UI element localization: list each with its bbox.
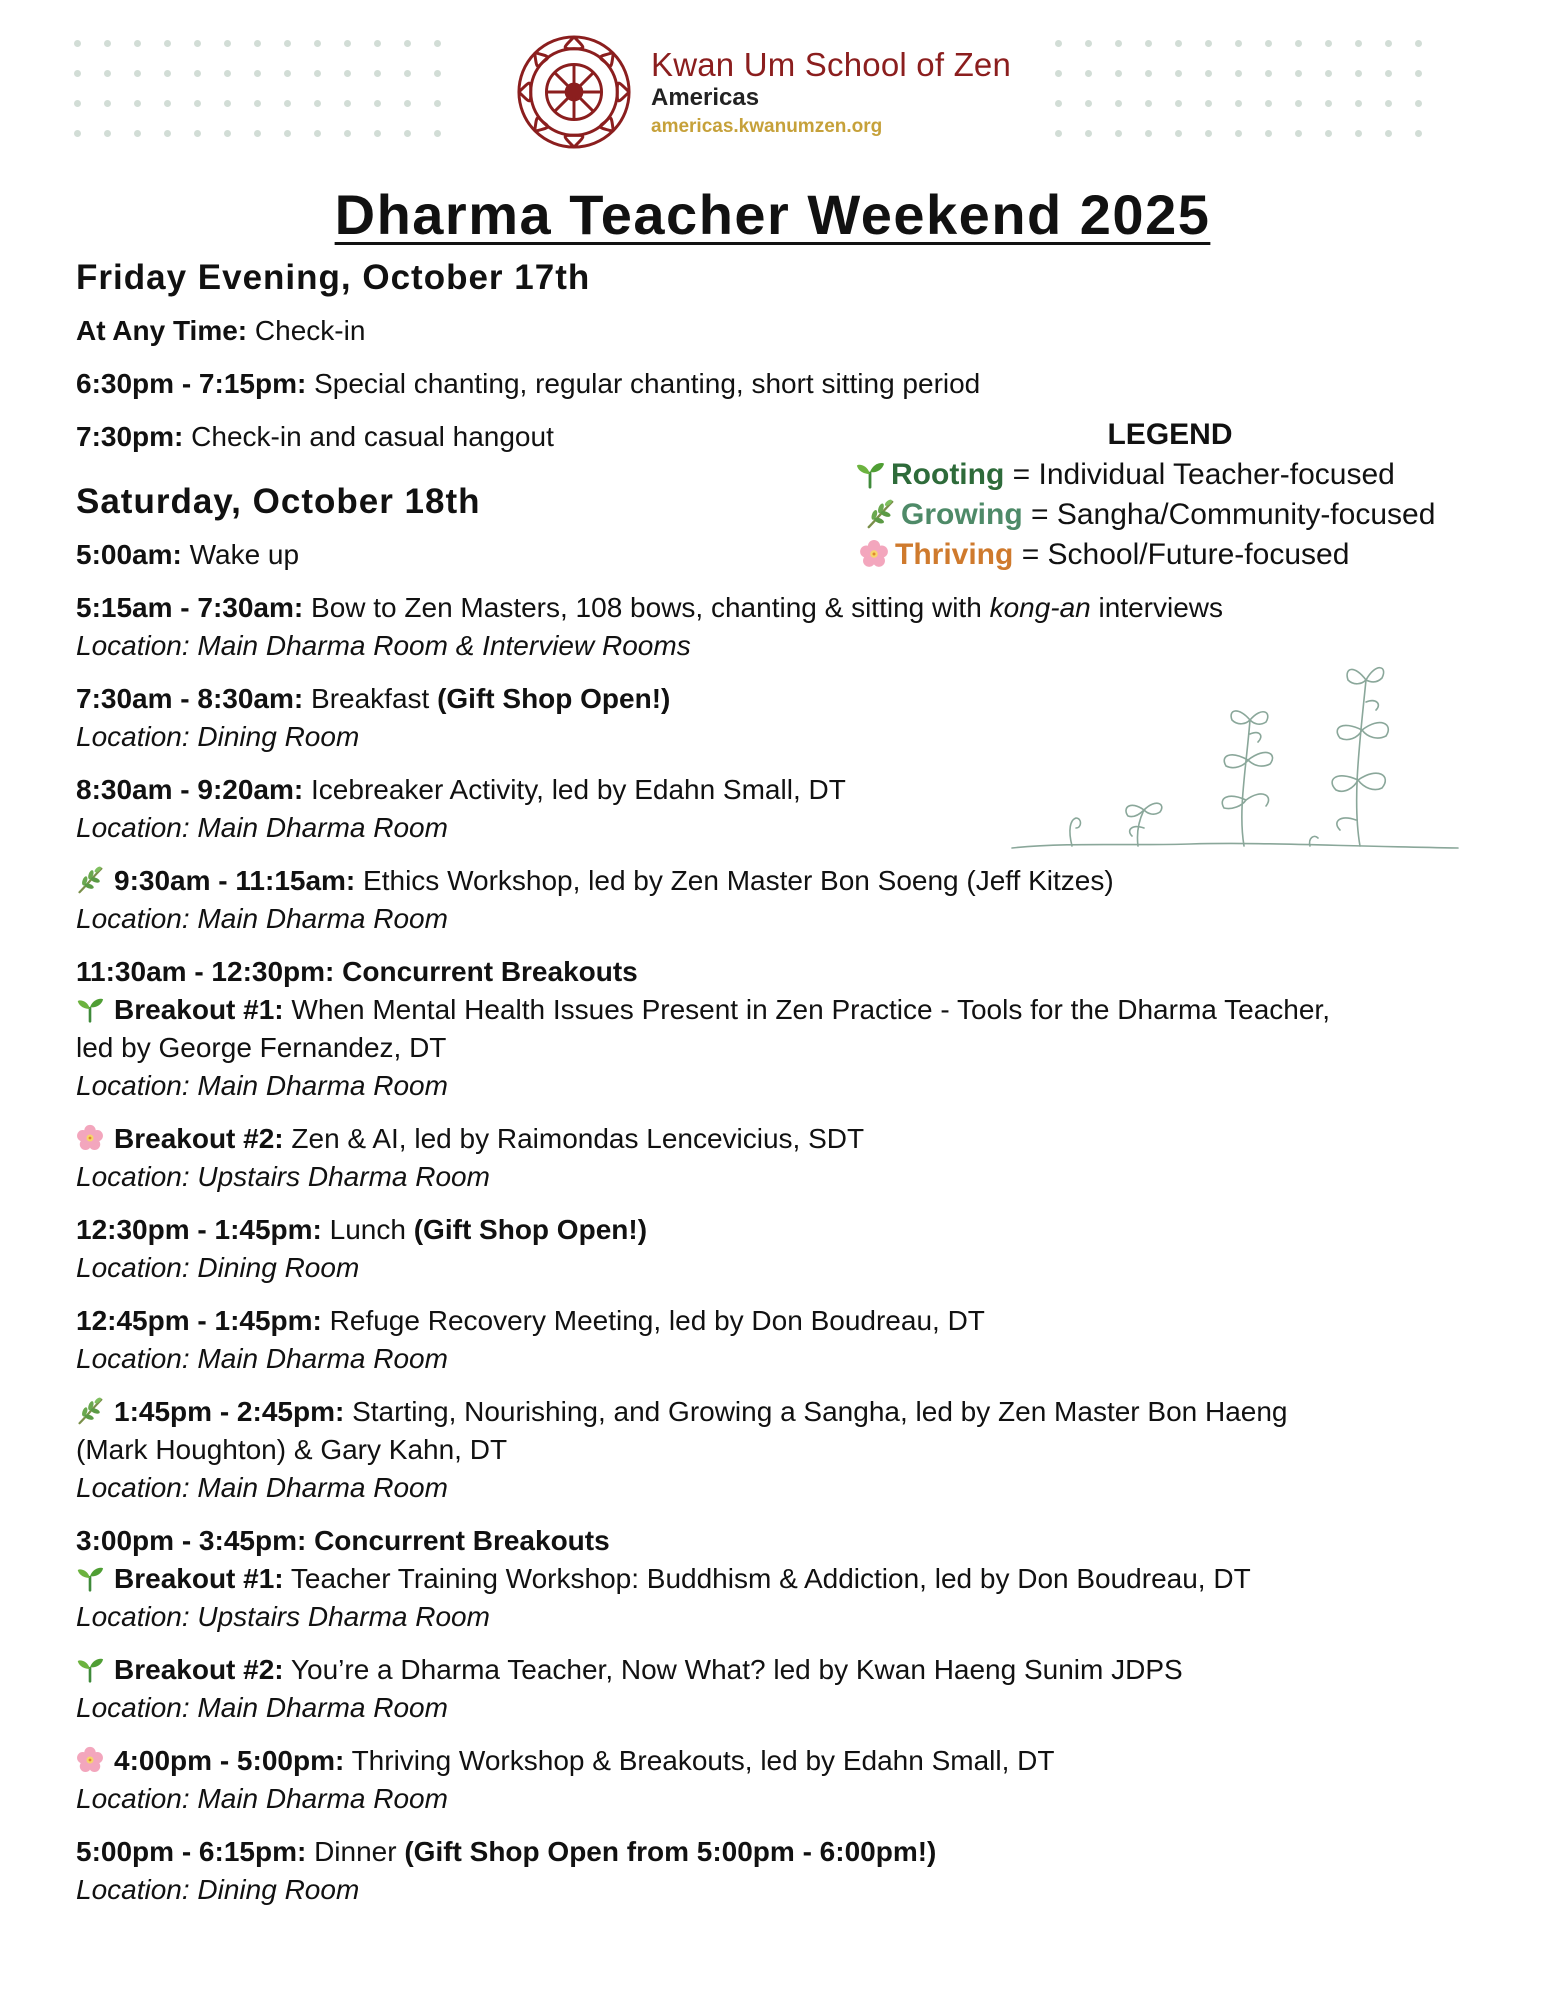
- decorative-dot: [104, 70, 111, 77]
- item-location: Location: Main Dharma Room: [76, 1472, 448, 1503]
- schedule-item-icebreaker: [76, 771, 1456, 847]
- sprout-icon: [76, 1564, 104, 1592]
- item-location: Location: Upstairs Dharma Room: [76, 1601, 490, 1632]
- item-time: 1:45pm - 2:45pm:: [114, 1396, 345, 1427]
- decorative-dot: [434, 70, 441, 77]
- decorative-dot: [404, 130, 411, 137]
- decorative-dot: [434, 100, 441, 107]
- page-title: Dharma Teacher Weekend 2025: [334, 183, 1211, 246]
- decorative-dot: [1175, 70, 1182, 77]
- decorative-dot: [434, 40, 441, 47]
- decorative-dot: [164, 40, 171, 47]
- schedule-item-lunch: [76, 1211, 1456, 1287]
- decorative-dot: [1205, 40, 1212, 47]
- decorative-dot: [314, 70, 321, 77]
- item-location: Location: Dining Room: [76, 1874, 360, 1905]
- decorative-dot: [194, 70, 201, 77]
- schedule: [76, 258, 1456, 1924]
- schedule-item-breakout-ai: [76, 1120, 1456, 1196]
- schedule-item-breakouts-1: [76, 953, 1456, 1105]
- item-text: interviews: [1090, 592, 1224, 623]
- decorative-dot: [1175, 40, 1182, 47]
- gift-shop-note: (Gift Shop Open from 5:00pm - 6:00pm!): [404, 1836, 937, 1867]
- decorative-dot: [74, 70, 81, 77]
- breakout-label: Breakout #2:: [114, 1654, 284, 1685]
- schedule-item-refuge: [76, 1302, 1456, 1378]
- legend-rooting-label: Rooting: [891, 458, 1005, 491]
- decorative-dot-pattern-right: [1055, 40, 1445, 150]
- decorative-dot: [1385, 40, 1392, 47]
- decorative-dot: [1115, 70, 1122, 77]
- decorative-dot: [134, 40, 141, 47]
- breakouts-heading: 11:30am - 12:30pm: Concurrent Breakouts: [76, 956, 638, 987]
- item-text: Ethics Workshop, led by Zen Master Bon Soeng (Jeff Kitzes): [355, 865, 1114, 896]
- schedule-item-breakfast: [76, 680, 1456, 756]
- decorative-dot: [1415, 130, 1422, 137]
- decorative-dot: [1385, 130, 1392, 137]
- item-text: Breakfast: [303, 683, 438, 714]
- decorative-dot: [224, 70, 231, 77]
- sprout-icon: [76, 1655, 104, 1683]
- decorative-dot: [254, 70, 261, 77]
- decorative-dot: [1265, 130, 1272, 137]
- decorative-dot: [1175, 130, 1182, 137]
- decorative-dot: [1205, 100, 1212, 107]
- decorative-dot: [314, 100, 321, 107]
- item-time: 8:30am - 9:20am:: [76, 774, 304, 805]
- item-time: 6:30pm - 7:15pm:: [76, 368, 307, 399]
- item-text: Bow to Zen Masters, 108 bows, chanting & sitting with: [303, 592, 990, 623]
- item-time: 4:00pm - 5:00pm:: [114, 1745, 345, 1776]
- legend-growing-desc: = Sangha/Community-focused: [1031, 498, 1436, 531]
- item-text: Special chanting, regular chanting, short sitting period: [306, 368, 981, 399]
- item-location: Location: Upstairs Dharma Room: [76, 1161, 490, 1192]
- decorative-dot: [254, 40, 261, 47]
- decorative-dot: [224, 40, 231, 47]
- item-time: 12:45pm - 1:45pm:: [76, 1305, 322, 1336]
- item-time: At Any Time:: [76, 315, 248, 346]
- decorative-dot: [224, 100, 231, 107]
- item-text: Teacher Training Workshop: Buddhism & Addiction, led by Don Boudreau, DT: [283, 1563, 1251, 1594]
- decorative-dot: [1235, 100, 1242, 107]
- decorative-dot: [1145, 70, 1152, 77]
- decorative-dot: [284, 40, 291, 47]
- decorative-dot: [224, 130, 231, 137]
- breakout-label: Breakout #1:: [114, 1563, 284, 1594]
- decorative-dot: [1355, 130, 1362, 137]
- decorative-dot: [1295, 40, 1302, 47]
- decorative-dot: [254, 100, 261, 107]
- item-text: (Mark Houghton) & Gary Kahn, DT: [76, 1434, 508, 1465]
- decorative-dot: [314, 130, 321, 137]
- breakouts-heading: 3:00pm - 3:45pm: Concurrent Breakouts: [76, 1525, 610, 1556]
- item-time: 5:00am:: [76, 539, 182, 570]
- item-location: Location: Main Dharma Room: [76, 1070, 448, 1101]
- decorative-dot: [314, 40, 321, 47]
- decorative-dot: [74, 130, 81, 137]
- item-location: Location: Dining Room: [76, 721, 360, 752]
- decorative-dot: [1325, 130, 1332, 137]
- org-url[interactable]: americas.kwanumzen.org: [651, 115, 883, 137]
- legend-rooting-desc: = Individual Teacher-focused: [1012, 458, 1395, 491]
- schedule-item-dinner: [76, 1833, 1456, 1909]
- item-time: 7:30am - 8:30am:: [76, 683, 304, 714]
- item-text: Starting, Nourishing, and Growing a Sangha, led by Zen Master Bon Haeng: [344, 1396, 1288, 1427]
- decorative-dot: [1235, 40, 1242, 47]
- decorative-dot: [1175, 100, 1182, 107]
- schedule-item-breakout-now-what: [76, 1651, 1456, 1727]
- decorative-dot: [1295, 130, 1302, 137]
- decorative-dot: [344, 40, 351, 47]
- item-time: 5:15am - 7:30am:: [76, 592, 304, 623]
- item-location: Location: Dining Room: [76, 1252, 360, 1283]
- schedule-item: [76, 312, 1456, 350]
- legend-growing-label: Growing: [901, 498, 1023, 531]
- day-heading-saturday: Saturday, October 18th: [76, 482, 481, 521]
- decorative-dot: [74, 40, 81, 47]
- decorative-dot: [1115, 130, 1122, 137]
- header: [515, 32, 1011, 152]
- item-location: Location: Main Dharma Room & Interview Rooms: [76, 630, 691, 661]
- schedule-item: [76, 365, 1456, 403]
- item-text: Icebreaker Activity, led by Edahn Small, DT: [303, 774, 846, 805]
- decorative-dot: [1055, 70, 1062, 77]
- item-text: Check-in and casual hangout: [183, 421, 554, 452]
- schedule-item-ethics: [76, 862, 1456, 938]
- decorative-dot: [284, 130, 291, 137]
- decorative-dot: [374, 40, 381, 47]
- schedule-item: [76, 418, 1456, 456]
- decorative-dot: [404, 70, 411, 77]
- decorative-dot: [404, 40, 411, 47]
- legend-thriving-desc: = School/Future-focused: [1021, 538, 1350, 571]
- decorative-dot: [1295, 70, 1302, 77]
- decorative-dot: [1085, 40, 1092, 47]
- decorative-dot: [434, 130, 441, 137]
- schedule-item-breakouts-2: [76, 1522, 1456, 1636]
- item-text: Wake up: [181, 539, 300, 570]
- decorative-dot: [1265, 40, 1272, 47]
- blossom-icon: [76, 1746, 104, 1774]
- decorative-dot: [344, 70, 351, 77]
- item-text: Lunch: [321, 1214, 414, 1245]
- decorative-dot: [164, 130, 171, 137]
- legend-title: LEGEND: [1107, 418, 1233, 451]
- decorative-dot: [164, 70, 171, 77]
- decorative-dot: [1115, 100, 1122, 107]
- decorative-dot: [344, 130, 351, 137]
- decorative-dot: [194, 100, 201, 107]
- decorative-dot: [1385, 70, 1392, 77]
- kwan-um-logo-icon: [515, 33, 633, 151]
- schedule-item-sangha: [76, 1393, 1456, 1507]
- decorative-dot-pattern-left: [74, 40, 464, 150]
- herb-icon: [76, 866, 104, 894]
- decorative-dot: [1055, 130, 1062, 137]
- item-text: Check-in: [247, 315, 366, 346]
- decorative-dot: [1235, 70, 1242, 77]
- decorative-dot: [374, 70, 381, 77]
- decorative-dot: [74, 100, 81, 107]
- item-text: You’re a Dharma Teacher, Now What? led by Kwan Haeng Sunim JDPS: [283, 1654, 1183, 1685]
- item-location: Location: Main Dharma Room: [76, 812, 448, 843]
- item-text: led by George Fernandez, DT: [76, 1032, 447, 1063]
- decorative-dot: [1085, 70, 1092, 77]
- item-location: Location: Main Dharma Room: [76, 1692, 448, 1723]
- item-location: Location: Main Dharma Room: [76, 1343, 448, 1374]
- decorative-dot: [1265, 100, 1272, 107]
- item-text: Dinner: [306, 1836, 405, 1867]
- decorative-dot: [284, 100, 291, 107]
- decorative-dot: [344, 100, 351, 107]
- decorative-dot: [1295, 100, 1302, 107]
- decorative-dot: [194, 130, 201, 137]
- item-text-emphasis: kong-an: [989, 592, 1091, 623]
- decorative-dot: [374, 130, 381, 137]
- schedule-item-bows: [76, 589, 1456, 665]
- decorative-dot: [1085, 100, 1092, 107]
- decorative-dot: [1205, 70, 1212, 77]
- decorative-dot: [1055, 40, 1062, 47]
- decorative-dot: [1115, 40, 1122, 47]
- decorative-dot: [1265, 70, 1272, 77]
- org-region: Americas: [651, 84, 760, 112]
- item-text: Thriving Workshop & Breakouts, led by Edahn Small, DT: [344, 1745, 1055, 1776]
- decorative-dot: [1355, 70, 1362, 77]
- item-text: When Mental Health Issues Present in Zen Practice - Tools for the Dharma Teacher,: [283, 994, 1330, 1025]
- decorative-dot: [1415, 40, 1422, 47]
- blossom-icon: [76, 1124, 104, 1152]
- decorative-dot: [164, 100, 171, 107]
- decorative-dot: [1325, 100, 1332, 107]
- decorative-dot: [284, 70, 291, 77]
- item-time: 12:30pm - 1:45pm:: [76, 1214, 322, 1245]
- gift-shop-note: (Gift Shop Open!): [413, 1214, 648, 1245]
- decorative-dot: [104, 40, 111, 47]
- decorative-dot: [134, 100, 141, 107]
- legend-thriving-label: Thriving: [895, 538, 1014, 571]
- decorative-dot: [194, 40, 201, 47]
- item-time: 7:30pm:: [76, 421, 184, 452]
- day-heading-friday: Friday Evening, October 17th: [76, 258, 591, 297]
- decorative-dot: [134, 70, 141, 77]
- herb-icon: [76, 1397, 104, 1425]
- item-location: Location: Main Dharma Room: [76, 903, 448, 934]
- decorative-dot: [1385, 100, 1392, 107]
- decorative-dot: [1235, 130, 1242, 137]
- breakout-label: Breakout #1:: [114, 994, 284, 1025]
- decorative-dot: [134, 130, 141, 137]
- decorative-dot: [374, 100, 381, 107]
- decorative-dot: [1355, 100, 1362, 107]
- schedule-item-wake: [76, 536, 1456, 574]
- item-text: Zen & AI, led by Raimondas Lencevicius, SDT: [283, 1123, 865, 1154]
- decorative-dot: [1325, 40, 1332, 47]
- decorative-dot: [1055, 100, 1062, 107]
- decorative-dot: [1145, 130, 1152, 137]
- item-text: Refuge Recovery Meeting, led by Don Boudreau, DT: [321, 1305, 985, 1336]
- breakout-label: Breakout #2:: [114, 1123, 284, 1154]
- sprout-icon: [76, 995, 104, 1023]
- decorative-dot: [1415, 70, 1422, 77]
- decorative-dot: [104, 130, 111, 137]
- decorative-dot: [1205, 130, 1212, 137]
- decorative-dot: [1355, 40, 1362, 47]
- decorative-dot: [1325, 70, 1332, 77]
- decorative-dot: [104, 100, 111, 107]
- decorative-dot: [1145, 100, 1152, 107]
- gift-shop-note: (Gift Shop Open!): [437, 683, 671, 714]
- schedule-item-thriving: [76, 1742, 1456, 1818]
- item-location: Location: Main Dharma Room: [76, 1783, 448, 1814]
- decorative-dot: [1145, 40, 1152, 47]
- item-time: 5:00pm - 6:15pm:: [76, 1836, 307, 1867]
- decorative-dot: [1085, 130, 1092, 137]
- org-name: Kwan Um School of Zen: [651, 46, 1012, 84]
- decorative-dot: [254, 130, 261, 137]
- decorative-dot: [404, 100, 411, 107]
- item-time: 9:30am - 11:15am:: [114, 865, 356, 896]
- decorative-dot: [1415, 100, 1422, 107]
